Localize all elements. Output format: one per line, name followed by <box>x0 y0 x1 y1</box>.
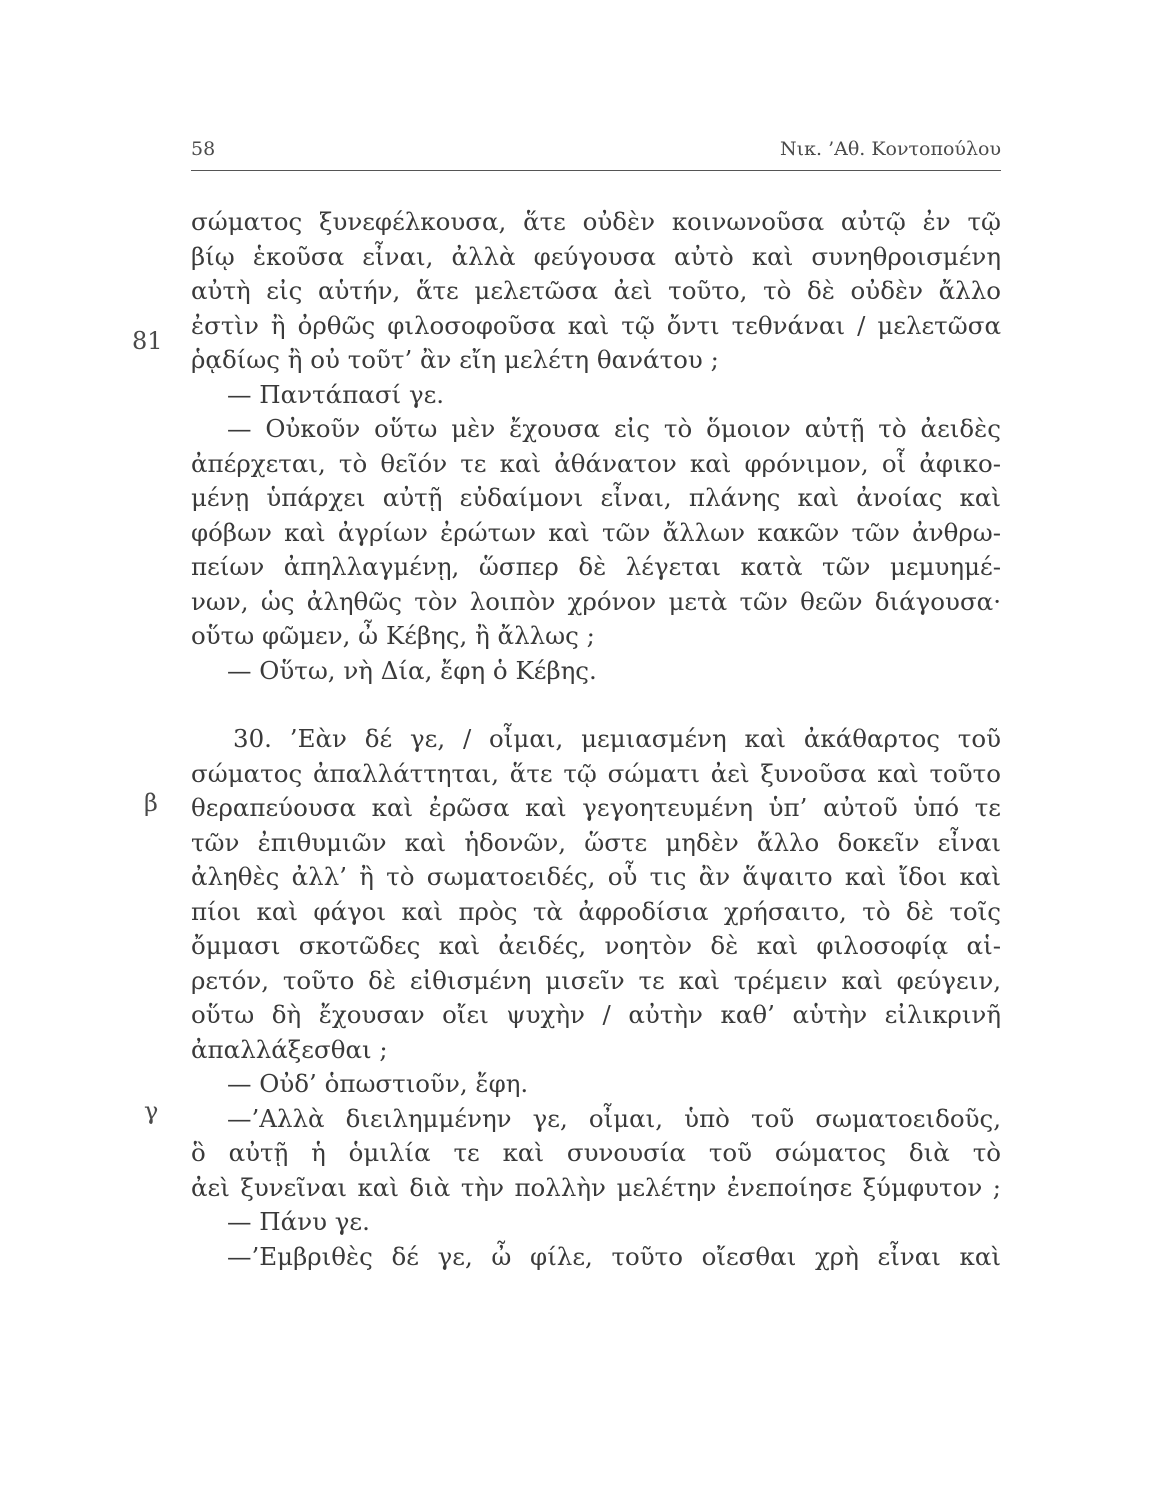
section-start-line: 30. ’Εὰν δέ γε, / οἶμαι, μεμιασμένη καὶ ἀκάθαρτος τοῦ <box>233 724 1001 753</box>
page-number: 58 <box>191 138 216 160</box>
header-rule <box>191 170 1001 171</box>
text-line: νων, ὡς ἀληθῶς τὸν λοιπὸν χρόνον μετὰ τῶν θεῶν διάγουσα· <box>191 586 1001 616</box>
body-text <box>191 205 1001 1274</box>
text-line: πείων ἀπηλλαγμένῃ, ὥσπερ δὲ λέγεται κατὰ τῶν μεμυημέ- <box>191 552 1001 581</box>
text-line: σώματος ξυνεφέλκουσα, ἅτε οὐδὲν κοινωνοῦσα αὐτῷ ἐν τῷ <box>191 207 1001 236</box>
running-title: Νικ. ’Αθ. Κοντοπούλου <box>780 138 1001 160</box>
dialogue-line: —’Εμβριθὲς δέ γε, ὦ φίλε, τοῦτο οἴεσθαι χρὴ εἶναι καὶ <box>227 1241 1001 1271</box>
dialogue-line: —’Αλλὰ διειλημμένην γε, οἶμαι, ὑπὸ τοῦ σωματοειδοῦς, <box>227 1103 1001 1133</box>
margin-section-c: γ <box>144 1097 159 1125</box>
text-line: ἀπαλλάξεσθαι ; <box>191 1034 388 1064</box>
page-header <box>191 138 1001 168</box>
text-line: ἀπέρχεται, τὸ θεῖόν τε καὶ ἀθάνατον καὶ φρόνιμον, οἷ ἀφικο- <box>191 448 1001 478</box>
margin-section-b: β <box>144 789 158 817</box>
dialogue-line: — Οὐδ’ ὁπωστιοῦν, ἔφη. <box>227 1069 529 1098</box>
text-line: οὕτω φῶμεν, ὦ Κέβης, ἢ ἄλλως ; <box>191 621 595 650</box>
text-line: ὃ αὐτῇ ἡ ὁμιλία τε καὶ συνουσία τοῦ σώματος διὰ τὸ <box>191 1138 1001 1167</box>
text-line: τῶν ἐπιθυμιῶν καὶ ἡδονῶν, ὥστε μηδὲν ἄλλο δοκεῖν εἶναι <box>191 827 1001 857</box>
text-line: αὐτὴ εἰς αὑτήν, ἅτε μελετῶσα ἀεὶ τοῦτο, τὸ δὲ οὐδὲν ἄλλο <box>191 276 1001 305</box>
text-line: πίοι καὶ φάγοι καὶ πρὸς τὰ ἀφροδίσια χρήσαιτο, τὸ δὲ τοῖς <box>191 896 1001 926</box>
text-line: ἐστὶν ἢ ὀρθῶς φιλοσοφοῦσα καὶ τῷ ὄντι τεθνάναι / μελετῶσα <box>191 310 1001 340</box>
text-line: ρετόν, τοῦτο δὲ εἰθισμένη μισεῖν τε καὶ τρέμειν καὶ φεύγειν, <box>191 965 1001 995</box>
dialogue-line: — Οὕτω, νὴ Δία, ἔφη ὁ Κέβης. <box>227 655 597 685</box>
dialogue-line: — Παντάπασί γε. <box>227 379 445 409</box>
dialogue-line: — Πάνυ γε. <box>227 1207 370 1236</box>
text-line: μένῃ ὑπάρχει αὐτῇ εὐδαίμονι εἶναι, πλάνης καὶ ἀνοίας καὶ <box>191 483 1001 512</box>
margin-stephanus-81: 81 <box>132 327 163 355</box>
text-line: θεραπεύουσα καὶ ἐρῶσα καὶ γεγοητευμένη ὑπ’ αὐτοῦ ὑπό τε <box>191 793 1001 822</box>
text-line: ἀεὶ ξυνεῖναι καὶ διὰ τὴν πολλὴν μελέτην ἐνεποίησε ξύμφυτον ; <box>191 1172 1001 1202</box>
text-line: ῥᾳδίως ἢ οὐ τοῦτ’ ἂν εἴη μελέτη θανάτου ; <box>191 345 719 374</box>
text-line: φόβων καὶ ἀγρίων ἐρώτων καὶ τῶν ἄλλων κακῶν τῶν ἀνθρω- <box>191 517 1001 547</box>
dialogue-line: — Οὐκοῦν οὕτω μὲν ἔχουσα εἰς τὸ ὅμοιον αὐτῇ τὸ ἀειδὲς <box>227 414 1001 443</box>
text-line: οὕτω δὴ ἔχουσαν οἴει ψυχὴν / αὐτὴν καθ’ αὑτὴν εἰλικρινῆ <box>191 1000 1001 1029</box>
text-line: ὄμμασι σκοτῶδες καὶ ἀειδές, νοητὸν δὲ καὶ φιλοσοφίᾳ αἱ- <box>191 931 1001 960</box>
text-line: βίῳ ἑκοῦσα εἶναι, ἀλλὰ φεύγουσα αὐτὸ καὶ συνηθροισμένη <box>191 241 1001 271</box>
text-line: σώματος ἀπαλλάττηται, ἅτε τῷ σώματι ἀεὶ ξυνοῦσα καὶ τοῦτο <box>191 758 1001 788</box>
text-line: ἀληθὲς ἀλλ’ ἢ τὸ σωματοειδές, οὗ τις ἂν ἅψαιτο καὶ ἴδοι καὶ <box>191 862 1001 891</box>
